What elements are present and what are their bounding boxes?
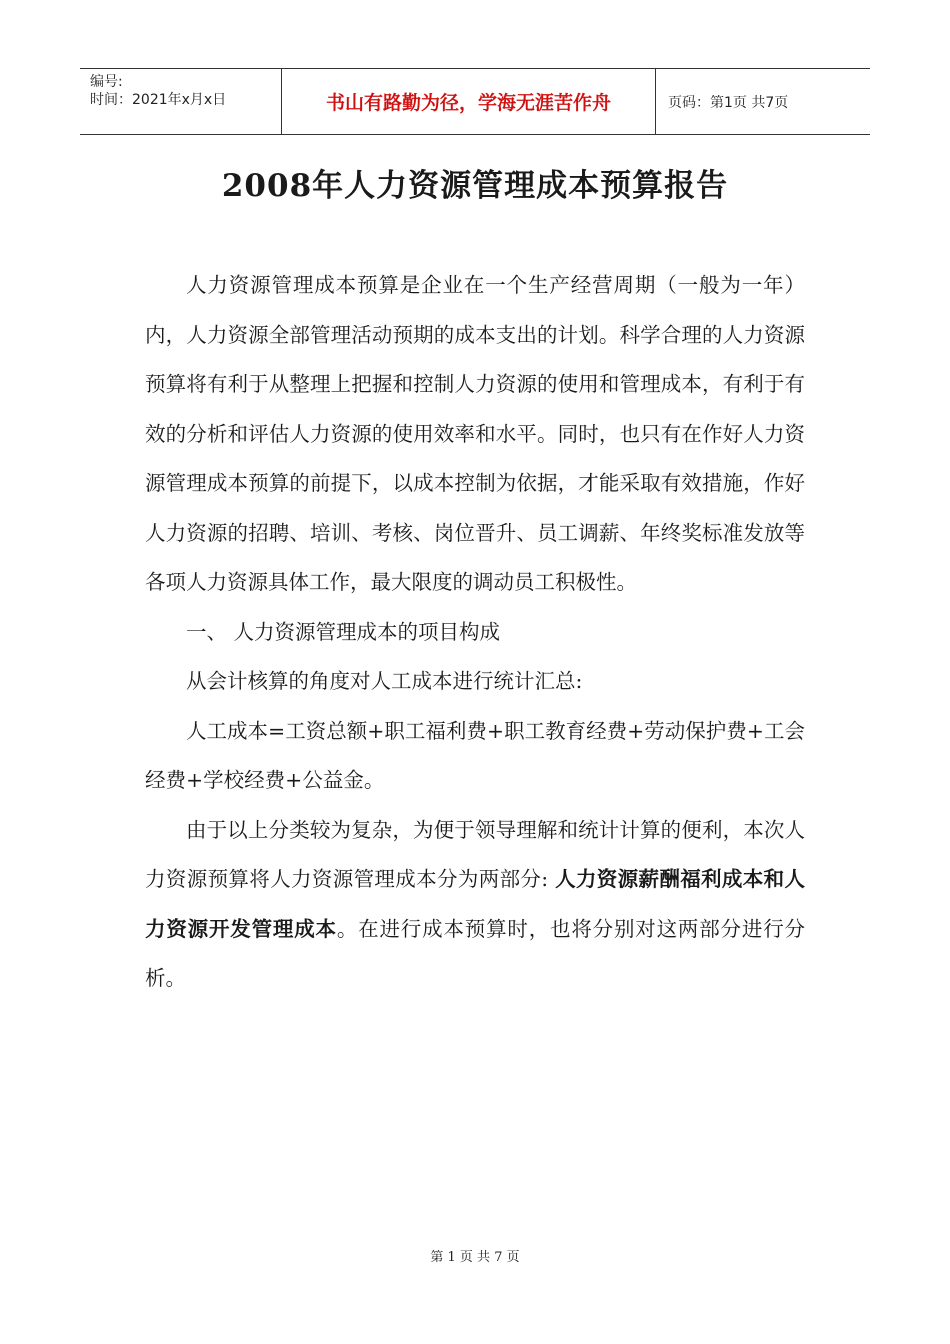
header-page-number: 页码：第1页 共7页 [668, 94, 789, 111]
accounting-paragraph: 从会计核算的角度对人工成本进行统计汇总: [186, 669, 583, 693]
page-header [80, 68, 870, 135]
header-info-cell [80, 69, 282, 134]
header-motto: 书山有路勤为径，学海无涯苦作舟 [282, 69, 656, 134]
cost-split-emphasis: 人力资源薪酬福利成本和人力资源开发管理成本 [145, 867, 805, 941]
document-date-label: 时间：2021年x月x日 [90, 92, 227, 108]
intro-paragraph: 人力资源管理成本预算是企业在一个生产经营周期（一般为一年）内，人力资源全部管理活动预期的成本支出的计划。科学合理的人力资源预算将有利于从整理上把握和控制人力资源的使用和管理成本，有利于有效的分析和评估人力资源的使用效率和水平。同时，也只有在作好人力资源管理成本预算的前提下，以成本控制为依据，才能采取有效措施，作好人力资源的招聘、培训、考核、岗位晋升、员工调薪、年终奖标准发放等各项人力资源具体工作，最大限度的调动员工积极性。 [145, 273, 805, 594]
cost-split-paragraph [145, 806, 805, 1004]
section-heading: 一、 人力资源管理成本的项目构成 [186, 619, 501, 644]
document-number-label: 编号: [90, 74, 123, 90]
page-footer: 第 1 页 共 7 页 [430, 1250, 520, 1265]
document-title: 2008年人力资源管理成本预算报告 [221, 168, 729, 204]
cost-split-text-2: 。在进行成本预算时，也将分别对这两部分进行分析。 [145, 916, 806, 990]
cost-split-text-1: 由于以上分类较为复杂，为便于领导理解和统计计算的便利，本次人力资源预算将人力资源管理成本分为两部分: [145, 817, 805, 891]
cost-formula-paragraph: 人工成本=工资总额+职工福利费+职工教育经费+劳动保护费+工会经费+学校经费+公益金。 [145, 718, 805, 792]
document-body [145, 261, 805, 1004]
